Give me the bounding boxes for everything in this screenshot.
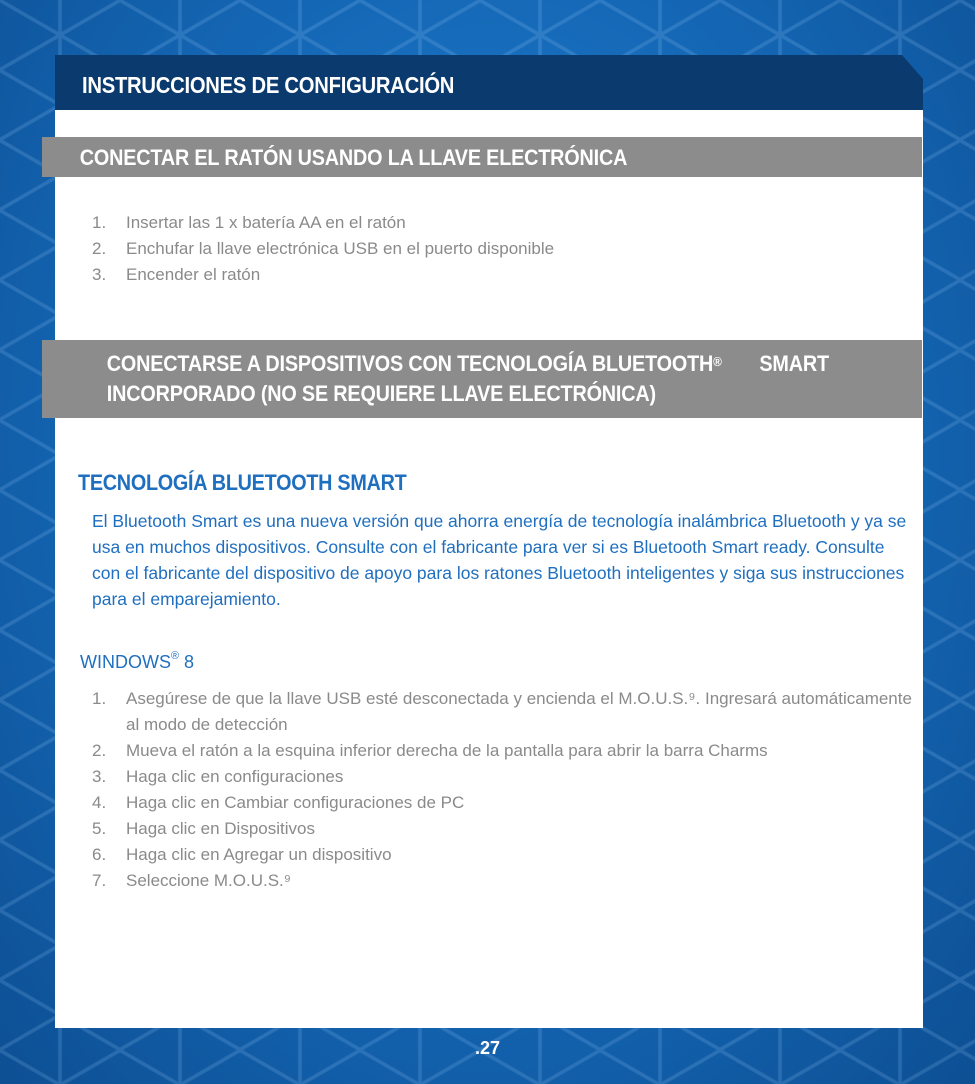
page-title: INSTRUCCIONES DE CONFIGURACIÓN: [82, 72, 455, 98]
step-text: Seleccione M.O.U.S.⁹: [126, 871, 292, 890]
step-text: Mueva el ratón a la esquina inferior derecha de la pantalla para abrir la barra Charms: [126, 741, 768, 760]
step-number: 2.: [92, 239, 107, 258]
list-item: [92, 764, 912, 790]
step-number: 1.: [92, 213, 107, 232]
registered-mark: ®: [713, 354, 722, 369]
registered-mark: ®: [170, 650, 179, 662]
step-text: Haga clic en configuraciones: [126, 767, 344, 786]
windows-heading: [80, 652, 194, 673]
dongle-steps-list: [92, 210, 554, 288]
windows-title-a: WINDOWS: [80, 652, 171, 672]
step-number: 5.: [92, 819, 107, 838]
section-header-bluetooth: [42, 340, 922, 418]
step-text: Haga clic en Cambiar configuraciones de PC: [126, 793, 465, 812]
step-text: Haga clic en Agregar un dispositivo: [126, 845, 392, 864]
step-text: Asegúrese de que la llave USB esté desconectada y encienda el M.O.U.S.⁹. Ingresará automáticamente al modo de detección: [126, 689, 912, 734]
title-line2: INCORPORADO (NO SE REQUIERE LLAVE ELECTRÓNICA): [106, 381, 656, 406]
section-title-bluetooth: [42, 340, 834, 409]
bluetooth-body: El Bluetooth Smart es una nueva versión que ahorra energía de tecnología inalámbrica Bluetooth y ya se usa en muchos dispositivos. Consulte con el fabricante para ver si es Bluetooth Smart ready. Consulte con el fabricante del dispositivo de apoyo para los ratones Bluetooth inteligentes y siga sus instrucciones para el emparejamiento.: [92, 511, 907, 609]
step-number: 7.: [92, 871, 107, 890]
step-number: 1.: [92, 689, 107, 708]
step-number: 3.: [92, 265, 107, 284]
list-item: [92, 236, 554, 262]
page-number: .27: [474, 1038, 501, 1058]
title-line1-a: CONECTARSE A DISPOSITIVOS CON TECNOLOGÍA BLUETOOTH: [106, 351, 714, 376]
section-title-dongle: CONECTAR EL RATÓN USANDO LA LLAVE ELECTRÓNICA: [79, 145, 628, 170]
step-text: Encender el ratón: [126, 265, 261, 284]
step-text: Enchufar la llave electrónica USB en el puerto disponible: [126, 239, 555, 258]
list-item: [92, 868, 912, 894]
bluetooth-heading: TECNOLOGÍA BLUETOOTH SMART: [78, 470, 407, 495]
step-number: 6.: [92, 845, 107, 864]
title-line1-b: SMART: [754, 351, 829, 376]
list-item: [92, 816, 912, 842]
list-item: [92, 790, 912, 816]
windows-title-b: 8: [178, 652, 194, 672]
step-number: 4.: [92, 793, 107, 812]
step-text: Insertar las 1 x batería AA en el ratón: [126, 213, 406, 232]
step-number: 2.: [92, 741, 107, 760]
list-item: [92, 262, 554, 288]
list-item: [92, 686, 912, 738]
list-item: [92, 210, 554, 236]
windows-steps-list: [92, 686, 912, 894]
section-header-dongle: [42, 137, 922, 177]
list-item: [92, 842, 912, 868]
step-number: 3.: [92, 767, 107, 786]
step-text: Haga clic en Dispositivos: [126, 819, 315, 838]
list-item: [92, 738, 912, 764]
